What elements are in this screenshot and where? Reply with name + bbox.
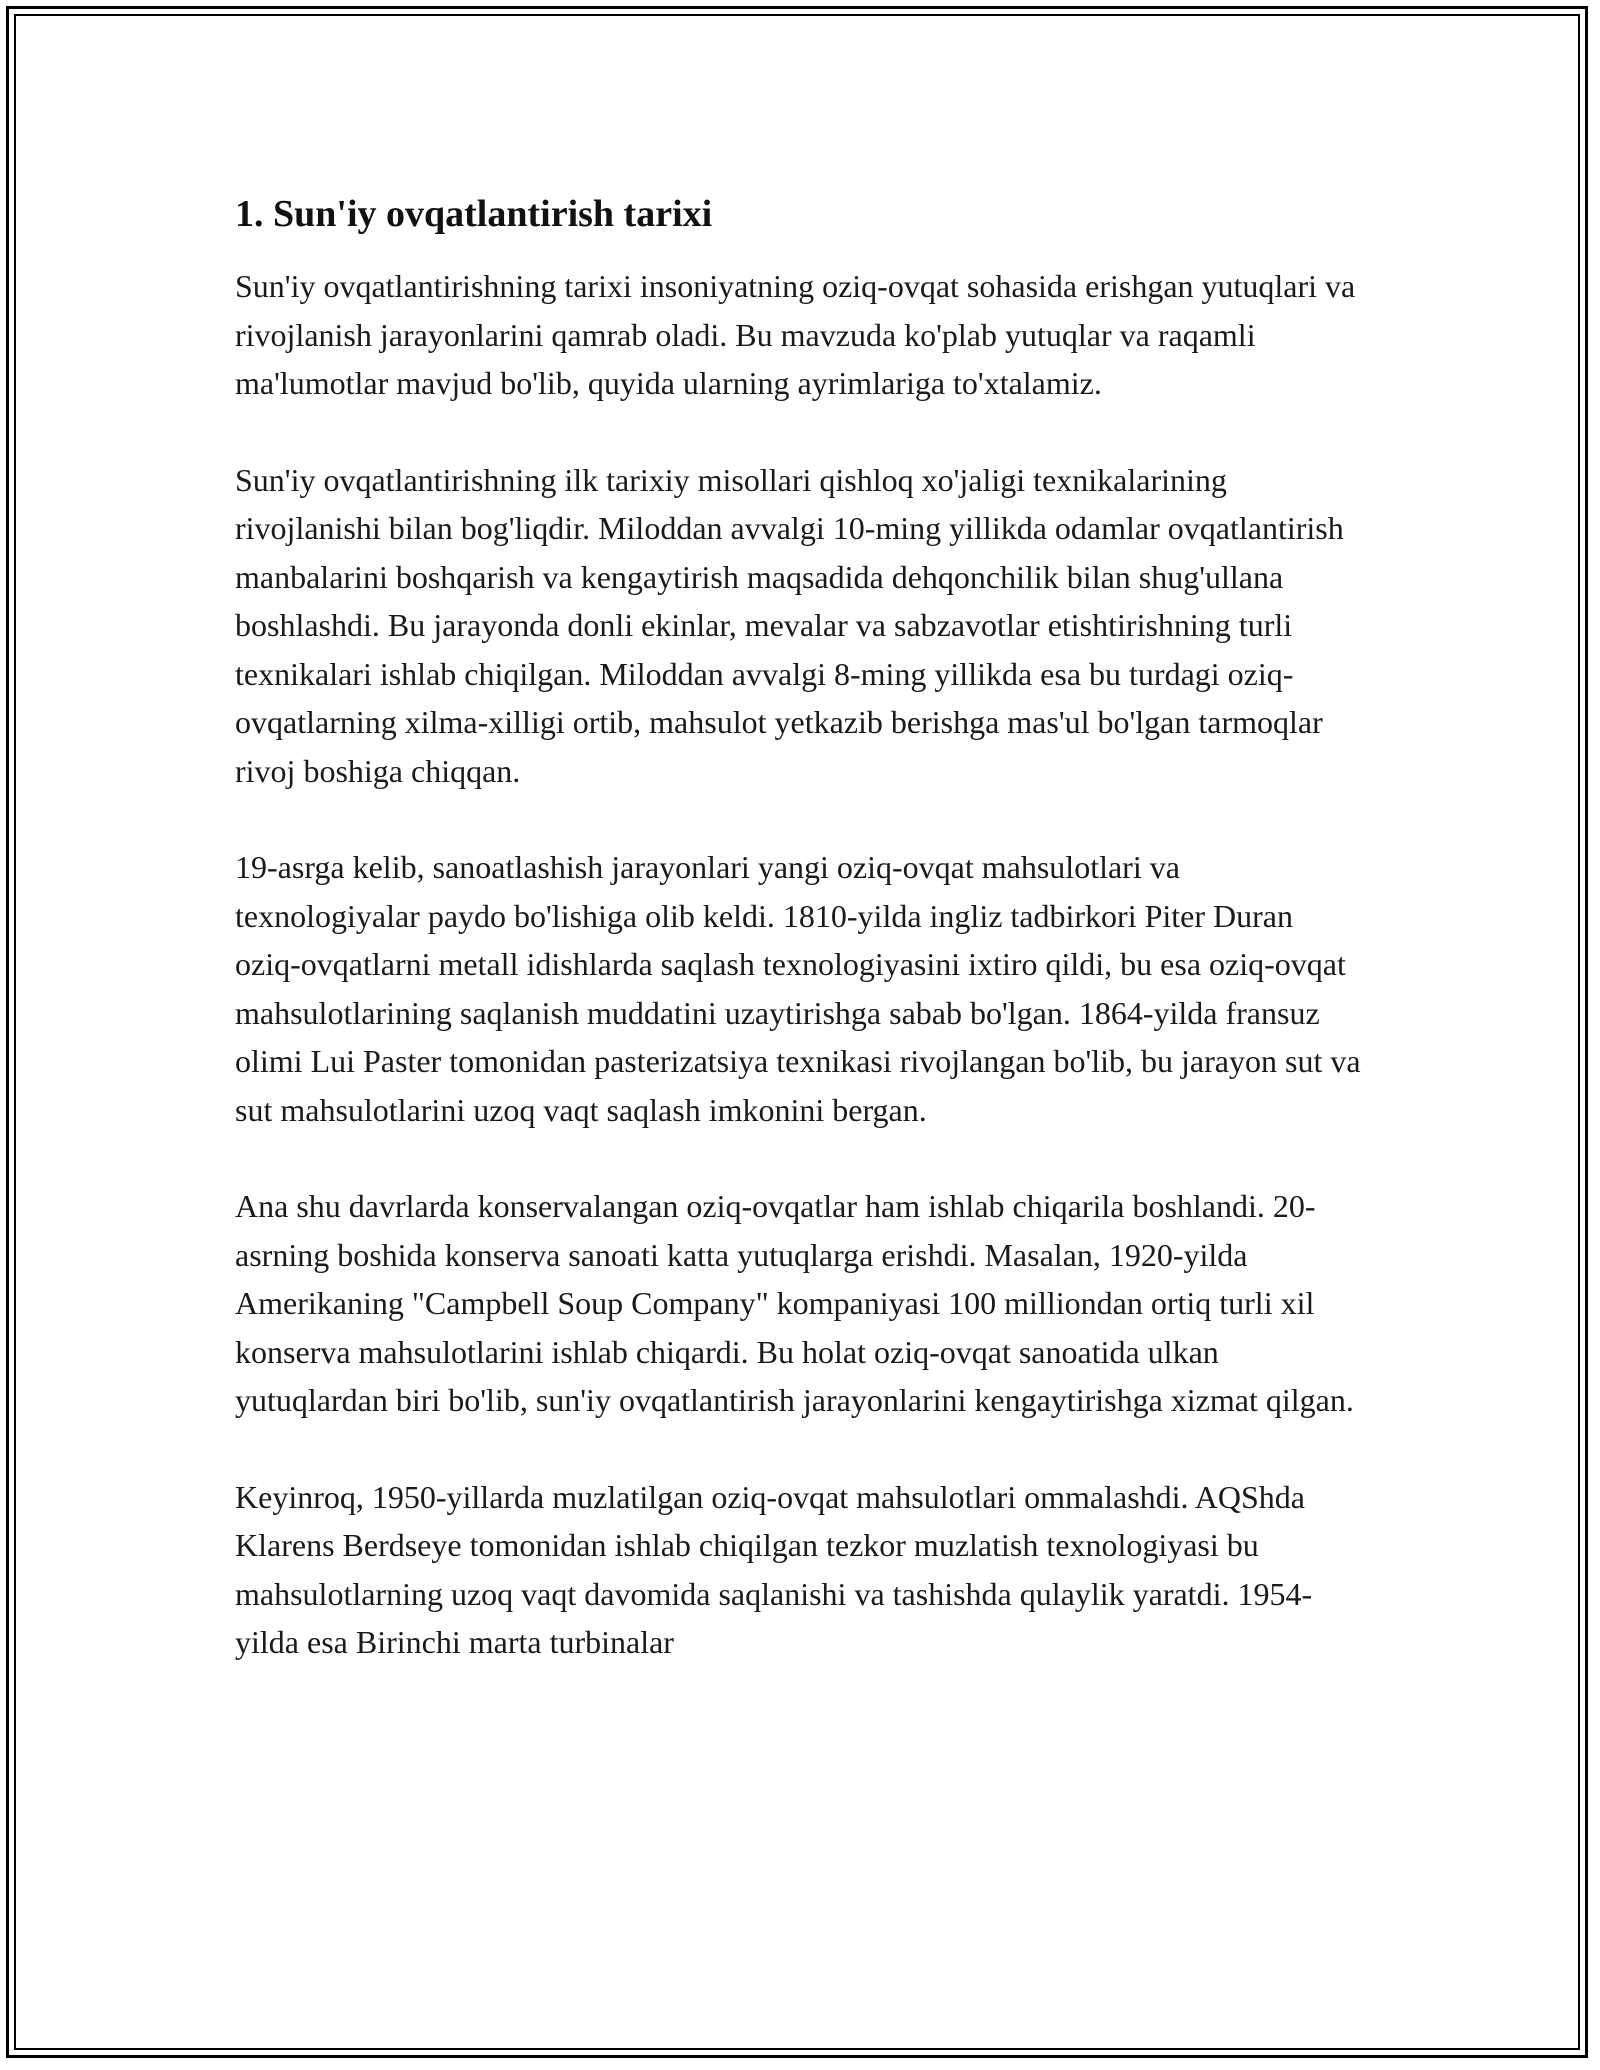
- paragraph-frozen-food: Keyinroq, 1950-yillarda muzlatilgan oziq-ovqat mahsulotlari ommalashdi. AQShda Klarens Berdseye tomonidan ishlab chiqilgan tezkor muzlatish texnologiyasi bu mahsulotlarning uzoq vaqt davomida saqlanishi va tashishda qulaylik yaratdi. 1954-yilda esa Birinchi marta turbinalar: [235, 1478, 1313, 1660]
- section-heading: 1. Sun'iy ovqatlantirish tarixi: [235, 193, 713, 235]
- document-body: [235, 186, 1365, 1715]
- paragraph-19th-century: 19-asrga kelib, sanoatlashish jarayonlari yangi oziq-ovqat mahsulotlari va texnologiyalar paydo bo'lishiga olib keldi. 1810-yilda ingliz tadbirkori Piter Duran oziq-ovqatlarni metall idishlarda saqlash texnologiyasini ixtiro qildi, bu esa oziq-ovqat mahsulotlarining saqlanish muddatini uzaytirishga sabab bo'lgan. 1864-yilda fransuz olimi Lui Paster tomonidan pasterizatsiya texnikasi rivojlangan bo'lib, bu jarayon sut va sut mahsulotlarini uzoq vaqt saqlash imkonini bergan.: [235, 849, 1361, 1128]
- paragraph-canned-food: Ana shu davrlarda konservalangan oziq-ovqatlar ham ishlab chiqarila boshlandi. 20-asrning boshida konserva sanoati katta yutuqlarga erishdi. Masalan, 1920-yilda Amerikaning "Campbell Soup Company" kompaniyasi 100 milliondan ortiq turli xil konserva mahsulotlarini ishlab chiqardi. Bu holat oziq-ovqat sanoatida ulkan yutuqlardan biri bo'lib, sun'iy ovqatlantirish jarayonlarini kengaytirishga xizmat qilgan.: [235, 1188, 1354, 1418]
- paragraph-intro: Sun'iy ovqatlantirishning tarixi insoniyatning oziq-ovqat sohasida erishgan yutuqlari va rivojlanish jarayonlarini qamrab oladi. Bu mavzuda ko'plab yutuqlar va raqamli ma'lumotlar mavjud bo'lib, quyida ularning ayrimlariga to'xtalamiz.: [235, 268, 1356, 401]
- paragraph-early-history: Sun'iy ovqatlantirishning ilk tarixiy misollari qishloq xo'jaligi texnikalarining rivojlanishi bilan bog'liqdir. Miloddan avvalgi 10-ming yillikda odamlar ovqatlantirish manbalarini boshqarish va kengaytirish maqsadida dehqonchilik bilan shug'ullana boshlashdi. Bu jarayonda donli ekinlar, mevalar va sabzavotlar etishtirishning turli texnikalari ishlab chiqilgan. Miloddan avvalgi 8-ming yillikda esa bu turdagi oziq-ovqatlarning xilma-xilligi ortib, mahsulot yetkazib berishga mas'ul bo'lgan tarmoqlar rivoj boshiga chiqqan.: [235, 461, 1344, 789]
